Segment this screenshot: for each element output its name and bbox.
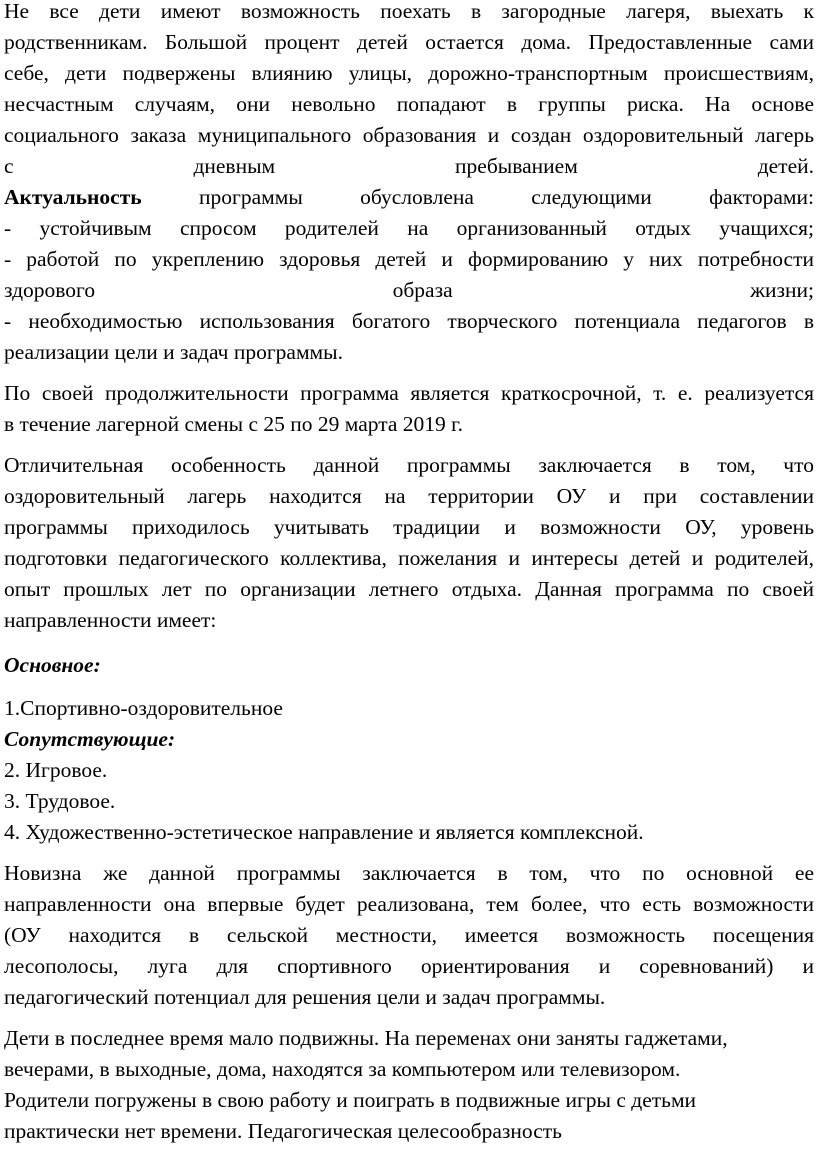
- accompanying-heading: Сопутствующие:: [4, 727, 176, 751]
- text-line: несчастным случаям, они невольно попадают в группы риска. На основе: [4, 92, 814, 116]
- text-line: педагогический потенциал для решения цели и задач программы.: [4, 985, 606, 1009]
- relevance-item: - необходимостью использования богатого творческого потенциала педагогов в: [4, 309, 814, 333]
- main-item: 1.Спортивно-оздоровительное: [4, 696, 283, 720]
- relevance-item: здорового образа жизни;: [4, 278, 814, 302]
- distinct-paragraph: [4, 450, 814, 636]
- relevance-item: реализации цели и задач программы.: [4, 340, 343, 364]
- text-line: Не все дети имеют возможность поехать в загородные лагеря, выехать к: [4, 0, 814, 23]
- text-line: По своей продолжительности программа является краткосрочной, т. е. реализуется: [4, 381, 814, 405]
- duration-paragraph: [4, 378, 814, 440]
- text-line: лесополосы, луга для спортивного ориентирования и соревнований) и: [4, 954, 814, 978]
- relevance-heading-line: [4, 182, 814, 213]
- children-paragraph: [4, 1023, 814, 1147]
- text-line: с дневным пребыванием детей.: [4, 154, 814, 178]
- novelty-paragraph: [4, 858, 814, 1013]
- text-line: Родители погружены в свою работу и поиграть в подвижные игры с детьми: [4, 1088, 697, 1112]
- accompanying-item: 3. Трудовое.: [4, 789, 116, 813]
- direction-list: [4, 693, 814, 848]
- text-line: оздоровительный лагерь находится на территории ОУ и при составлении: [4, 484, 814, 508]
- main-direction-block: [4, 650, 814, 681]
- text-line: (ОУ находится в сельской местности, имеется возможность посещения: [4, 923, 814, 947]
- text-line: практически нет времени. Педагогическая целесообразность: [4, 1119, 562, 1143]
- text-line: направленности она впервые будет реализована, тем более, что есть возможности: [4, 892, 814, 916]
- text-line: направленности имеет:: [4, 608, 217, 632]
- accompanying-item: 2. Игровое.: [4, 758, 108, 782]
- text-line: в течение лагерной смены с 25 по 29 марта 2019 г.: [4, 412, 463, 436]
- relevance-item: - устойчивым спросом родителей на организованный отдых учащихся;: [4, 216, 814, 240]
- text-line: Дети в последнее время мало подвижны. На переменах они заняты гаджетами,: [4, 1026, 728, 1050]
- text-line: Отличительная особенность данной программы заключается в том, что: [4, 453, 814, 477]
- relevance-text: программы обусловлена следующими факторами:: [141, 185, 814, 209]
- relevance-paragraph: [4, 182, 814, 368]
- main-heading: Основное:: [4, 653, 101, 677]
- intro-paragraph: [4, 0, 814, 182]
- text-line: программы приходилось учитывать традиции и возможности ОУ, уровень: [4, 515, 814, 539]
- relevance-label: Актуальность: [4, 185, 142, 209]
- relevance-item: - работой по укреплению здоровья детей и формированию у них потребности: [4, 247, 814, 271]
- text-line: родственникам. Большой процент детей остается дома. Предоставленные сами: [4, 30, 814, 54]
- text-line: опыт прошлых лет по организации летнего отдыха. Данная программа по своей: [4, 577, 814, 601]
- text-line: себе, дети подвержены влиянию улицы, дорожно-транспортным происшествиям,: [4, 61, 814, 85]
- text-line: Новизна же данной программы заключается в том, что по основной ее: [4, 861, 814, 885]
- text-line: вечерами, в выходные, дома, находятся за компьютером или телевизором.: [4, 1057, 681, 1081]
- accompanying-item: 4. Художественно-эстетическое направление и является комплексной.: [4, 820, 644, 844]
- text-line: социального заказа муниципального образования и создан оздоровительный лагерь: [4, 123, 814, 147]
- text-line: подготовки педагогического коллектива, пожелания и интересы детей и родителей,: [4, 546, 814, 570]
